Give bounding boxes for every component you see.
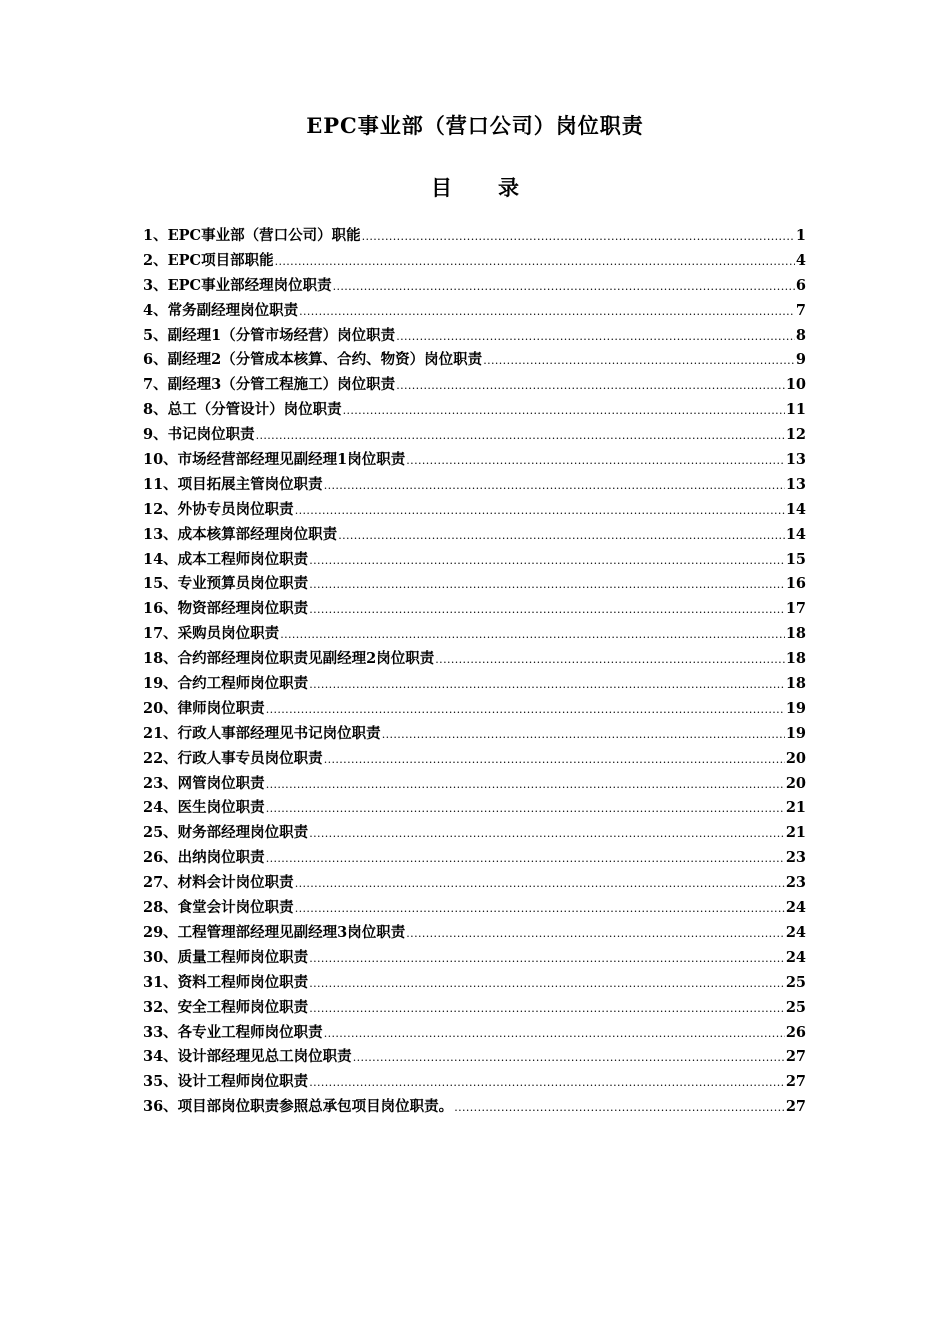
toc-entry-label: 24、医生岗位职责 <box>143 799 265 817</box>
toc-entry-page-number: 21 <box>785 824 806 842</box>
toc-heading-char-2: 录 <box>498 175 519 200</box>
toc-dot-leader <box>266 852 785 865</box>
toc-entry[interactable] <box>143 896 806 921</box>
toc-entry[interactable] <box>143 946 806 971</box>
toc-dot-leader <box>295 902 785 915</box>
toc-entry-label: 17、采购员岗位职责 <box>143 625 280 643</box>
toc-entry-page-number: 24 <box>785 923 806 941</box>
toc-entry-label: 28、食堂会计岗位职责 <box>143 899 294 917</box>
toc-entry-page-number: 14 <box>785 500 806 518</box>
toc-entry-label: 31、资料工程师岗位职责 <box>143 973 309 991</box>
toc-entry-label: 29、工程管理部经理见副经理3岗位职责 <box>143 923 406 941</box>
toc-dot-leader <box>382 728 785 741</box>
toc-entry[interactable] <box>143 672 806 697</box>
document-title: EPC事业部（营口公司）岗位职责 <box>306 113 644 138</box>
toc-entry[interactable] <box>143 498 806 523</box>
toc-dot-leader <box>333 280 795 293</box>
toc-entry-page-number: 20 <box>785 749 806 767</box>
toc-entry-page-number: 13 <box>785 475 806 493</box>
toc-entry-label: 20、律师岗位职责 <box>143 699 265 717</box>
toc-entry[interactable] <box>143 572 806 597</box>
toc-entry-page-number: 7 <box>795 301 806 319</box>
toc-dot-leader <box>324 753 785 766</box>
toc-dot-leader <box>309 1002 785 1015</box>
toc-entry[interactable] <box>143 747 806 772</box>
toc-entry-page-number: 14 <box>785 525 806 543</box>
toc-entry-page-number: 23 <box>785 849 806 867</box>
toc-entry-page-number: 9 <box>795 351 806 369</box>
toc-entry[interactable] <box>143 996 806 1021</box>
toc-entry-label: 35、设计工程师岗位职责 <box>143 1073 309 1091</box>
toc-entry-page-number: 25 <box>785 973 806 991</box>
toc-entry-page-number: 4 <box>795 251 806 269</box>
toc-entry-page-number: 18 <box>785 675 806 693</box>
toc-entry-page-number: 15 <box>785 550 806 568</box>
toc-entry-label: 34、设计部经理见总工岗位职责 <box>143 1048 352 1066</box>
toc-entry[interactable] <box>143 448 806 473</box>
toc-entry-page-number: 24 <box>785 948 806 966</box>
toc-entry[interactable] <box>143 274 806 299</box>
toc-entry-page-number: 26 <box>785 1023 806 1041</box>
toc-entry[interactable] <box>143 971 806 996</box>
toc-entry[interactable] <box>143 1070 806 1095</box>
toc-entry[interactable] <box>143 373 806 398</box>
toc-entry-page-number: 6 <box>795 276 806 294</box>
toc-entry-label: 4、常务副经理岗位职责 <box>143 301 299 319</box>
toc-entry[interactable] <box>143 324 806 349</box>
toc-entry-label: 7、副经理3（分管工程施工）岗位职责 <box>143 376 396 394</box>
toc-entry[interactable] <box>143 548 806 573</box>
toc-dot-leader <box>324 1027 785 1040</box>
toc-entry-page-number: 10 <box>785 376 806 394</box>
toc-entry-page-number: 16 <box>785 575 806 593</box>
toc-entry[interactable] <box>143 821 806 846</box>
toc-dot-leader <box>275 255 795 268</box>
toc-dot-leader <box>309 578 785 591</box>
toc-dot-leader <box>353 1051 785 1064</box>
toc-entry-label: 21、行政人事部经理见书记岗位职责 <box>143 724 381 742</box>
toc-entry-label: 30、质量工程师岗位职责 <box>143 948 309 966</box>
toc-dot-leader <box>309 952 785 965</box>
toc-entry[interactable] <box>143 398 806 423</box>
toc-entry[interactable] <box>143 473 806 498</box>
toc-entry-label: 18、合约部经理岗位职责见副经理2岗位职责 <box>143 650 435 668</box>
toc-entry[interactable] <box>143 423 806 448</box>
toc-dot-leader <box>338 529 785 542</box>
toc-dot-leader <box>295 504 785 517</box>
toc-entry[interactable] <box>143 597 806 622</box>
toc-entry[interactable] <box>143 921 806 946</box>
toc-entry-label: 22、行政人事专员岗位职责 <box>143 749 323 767</box>
toc-dot-leader <box>483 354 795 367</box>
toc-entry-label: 6、副经理2（分管成本核算、合约、物资）岗位职责 <box>143 351 483 369</box>
toc-entry[interactable] <box>143 647 806 672</box>
toc-entry[interactable] <box>143 722 806 747</box>
toc-entry-page-number: 13 <box>785 451 806 469</box>
toc-entry-page-number: 12 <box>785 426 806 444</box>
toc-entry[interactable] <box>143 772 806 797</box>
toc-entry-label: 23、网管岗位职责 <box>143 774 265 792</box>
toc-entry-page-number: 1 <box>795 227 806 244</box>
toc-dot-leader <box>454 1101 785 1114</box>
toc-entry-label: 2、EPC项目部职能 <box>143 251 274 269</box>
toc-dot-leader <box>266 802 785 815</box>
toc-entry-page-number: 24 <box>785 899 806 917</box>
toc-entry-label: 32、安全工程师岗位职责 <box>143 998 309 1016</box>
toc-entry-label: 8、总工（分管设计）岗位职责 <box>143 401 342 419</box>
toc-entry-page-number: 8 <box>795 326 806 344</box>
toc-dot-leader <box>343 404 785 417</box>
toc-entry-page-number: 20 <box>785 774 806 792</box>
toc-entry[interactable] <box>143 224 806 249</box>
toc-dot-leader <box>406 927 785 940</box>
toc-dot-leader <box>266 778 785 791</box>
toc-dot-leader <box>309 1076 785 1089</box>
toc-dot-leader <box>309 554 785 567</box>
toc-entry-label: 16、物资部经理岗位职责 <box>143 600 309 618</box>
toc-entry-label: 3、EPC事业部经理岗位职责 <box>143 276 332 294</box>
toc-entry[interactable] <box>143 299 806 324</box>
toc-entry-page-number: 21 <box>785 799 806 817</box>
toc-entry[interactable] <box>143 697 806 722</box>
toc-dot-leader <box>309 977 785 990</box>
toc-dot-leader <box>309 678 785 691</box>
toc-entry-label: 19、合约工程师岗位职责 <box>143 675 309 693</box>
toc-entry-page-number: 25 <box>785 998 806 1016</box>
toc-entry-page-number: 11 <box>785 401 806 419</box>
toc-dot-leader <box>396 330 795 343</box>
toc-dot-leader <box>435 653 785 666</box>
toc-entry-page-number: 18 <box>785 650 806 668</box>
toc-entry-label: 33、各专业工程师岗位职责 <box>143 1023 323 1041</box>
toc-entry-page-number: 19 <box>785 699 806 717</box>
toc-entry[interactable] <box>143 1045 806 1070</box>
toc-entry-label: 15、专业预算员岗位职责 <box>143 575 309 593</box>
toc-entry-page-number: 17 <box>785 600 806 618</box>
toc-dot-leader <box>396 379 785 392</box>
toc-heading <box>0 172 950 202</box>
toc-entry[interactable] <box>143 796 806 821</box>
toc-entry[interactable] <box>143 871 806 896</box>
toc-entry[interactable] <box>143 348 806 373</box>
toc-entry-label: 11、项目拓展主管岗位职责 <box>143 475 323 493</box>
toc-entry-label: 1、EPC事业部（营口公司）职能 <box>143 227 361 244</box>
toc-dot-leader <box>266 703 785 716</box>
toc-dot-leader <box>324 479 785 492</box>
toc-entry-page-number: 27 <box>785 1098 806 1116</box>
toc-entry-label: 25、财务部经理岗位职责 <box>143 824 309 842</box>
toc-entry-label: 14、成本工程师岗位职责 <box>143 550 309 568</box>
toc-entry[interactable] <box>143 1095 806 1120</box>
toc-dot-leader <box>256 429 785 442</box>
toc-dot-leader <box>309 827 785 840</box>
toc-dot-leader <box>295 877 785 890</box>
toc-entry-page-number: 19 <box>785 724 806 742</box>
toc-entry[interactable] <box>143 523 806 548</box>
toc-entry[interactable] <box>143 249 806 274</box>
toc-dot-leader <box>299 305 795 318</box>
toc-entry-page-number: 23 <box>785 874 806 892</box>
toc-entry-label: 10、市场经营部经理见副经理1岗位职责 <box>143 451 406 469</box>
toc-entry-page-number: 18 <box>785 625 806 643</box>
toc-entry-label: 36、项目部岗位职责参照总承包项目岗位职责。 <box>143 1098 454 1116</box>
toc-dot-leader <box>309 603 785 616</box>
toc-dot-leader <box>362 230 795 243</box>
toc-entry-page-number: 27 <box>785 1048 806 1066</box>
toc-heading-char-1: 目 <box>431 175 452 200</box>
toc-dot-leader <box>406 454 785 467</box>
table-of-contents <box>143 224 806 1120</box>
toc-entry[interactable] <box>143 622 806 647</box>
toc-entry-label: 9、书记岗位职责 <box>143 426 255 444</box>
toc-entry-label: 13、成本核算部经理岗位职责 <box>143 525 338 543</box>
toc-entry-page-number: 27 <box>785 1073 806 1091</box>
toc-entry-label: 27、材料会计岗位职责 <box>143 874 294 892</box>
toc-dot-leader <box>280 628 785 641</box>
toc-entry[interactable] <box>143 846 806 871</box>
toc-entry-label: 12、外协专员岗位职责 <box>143 500 294 518</box>
toc-entry[interactable] <box>143 1021 806 1046</box>
toc-entry-label: 5、副经理1（分管市场经营）岗位职责 <box>143 326 396 344</box>
toc-entry-label: 26、出纳岗位职责 <box>143 849 265 867</box>
